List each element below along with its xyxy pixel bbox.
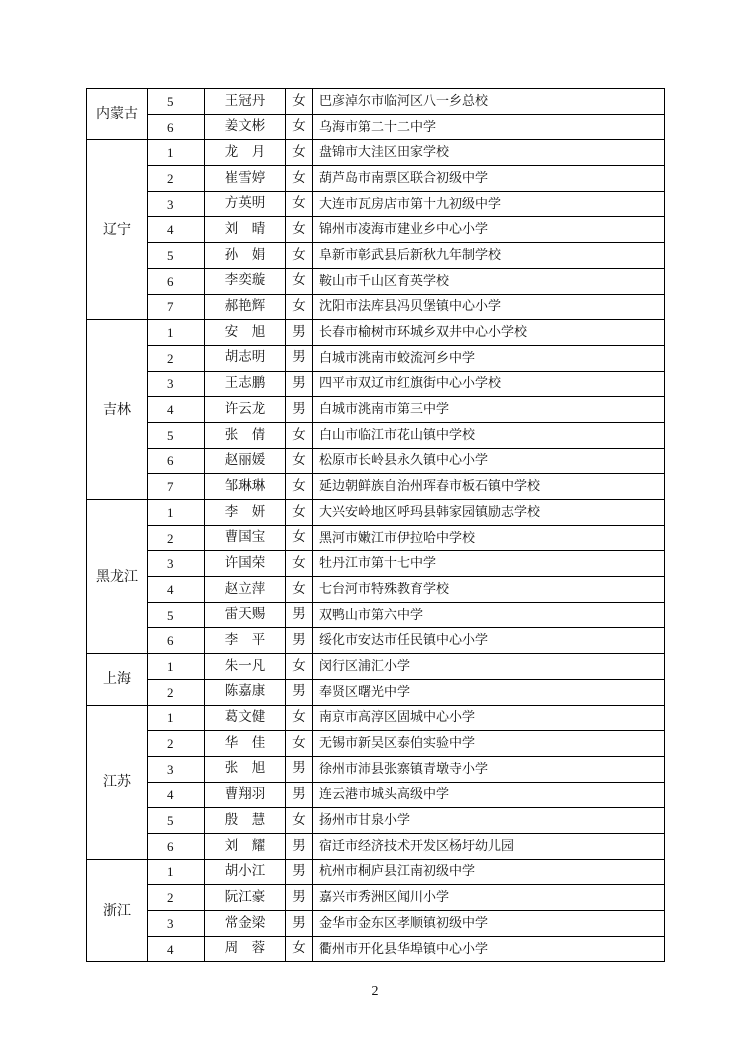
gender-cell: 女: [286, 166, 313, 192]
number-cell: 3: [148, 756, 205, 782]
school-cell: 乌海市第二十二中学: [313, 114, 665, 140]
school-cell: 巴彦淖尔市临河区八一乡总校: [313, 89, 665, 115]
number-cell: 4: [148, 782, 205, 808]
gender-cell: 男: [286, 859, 313, 885]
teacher-roster-table: [86, 88, 665, 962]
name-cell: 刘 耀: [205, 833, 286, 859]
school-cell: 南京市高淳区固城中心小学: [313, 705, 665, 731]
school-cell: 奉贤区曙光中学: [313, 679, 665, 705]
gender-cell: 男: [286, 756, 313, 782]
gender-cell: 男: [286, 782, 313, 808]
gender-cell: 男: [286, 628, 313, 654]
table-row: [87, 166, 665, 192]
name-cell: 安 旭: [205, 320, 286, 346]
table-row: [87, 885, 665, 911]
table-row: [87, 500, 665, 526]
school-cell: 阜新市彰武县后新秋九年制学校: [313, 243, 665, 269]
province-cell: 内蒙古: [87, 89, 148, 140]
school-cell: 白城市洮南市蛟流河乡中学: [313, 345, 665, 371]
number-cell: 4: [148, 577, 205, 603]
school-cell: 锦州市凌海市建业乡中心小学: [313, 217, 665, 243]
gender-cell: 男: [286, 911, 313, 937]
number-cell: 6: [148, 114, 205, 140]
gender-cell: 女: [286, 114, 313, 140]
table-row: [87, 89, 665, 115]
table-row: [87, 679, 665, 705]
name-cell: 郝艳辉: [205, 294, 286, 320]
province-cell: 黑龙江: [87, 500, 148, 654]
number-cell: 2: [148, 345, 205, 371]
table-row: [87, 551, 665, 577]
name-cell: 张 旭: [205, 756, 286, 782]
gender-cell: 女: [286, 191, 313, 217]
gender-cell: 男: [286, 885, 313, 911]
school-cell: 四平市双辽市红旗街中心小学校: [313, 371, 665, 397]
school-cell: 鞍山市千山区育英学校: [313, 268, 665, 294]
province-cell: 上海: [87, 654, 148, 705]
gender-cell: 女: [286, 140, 313, 166]
table-row: [87, 474, 665, 500]
number-cell: 5: [148, 243, 205, 269]
gender-cell: 女: [286, 243, 313, 269]
name-cell: 胡小江: [205, 859, 286, 885]
name-cell: 雷天赐: [205, 602, 286, 628]
table-row: [87, 577, 665, 603]
school-cell: 衢州市开化县华埠镇中心小学: [313, 936, 665, 962]
number-cell: 7: [148, 474, 205, 500]
gender-cell: 男: [286, 602, 313, 628]
name-cell: 阮江豪: [205, 885, 286, 911]
school-cell: 长春市榆树市环城乡双井中心小学校: [313, 320, 665, 346]
name-cell: 许国荣: [205, 551, 286, 577]
number-cell: 7: [148, 294, 205, 320]
name-cell: 胡志明: [205, 345, 286, 371]
number-cell: 5: [148, 422, 205, 448]
school-cell: 七台河市特殊教育学校: [313, 577, 665, 603]
table-row: [87, 911, 665, 937]
table-row: [87, 268, 665, 294]
school-cell: 杭州市桐庐县江南初级中学: [313, 859, 665, 885]
table-row: [87, 936, 665, 962]
school-cell: 闵行区浦汇小学: [313, 654, 665, 680]
gender-cell: 女: [286, 474, 313, 500]
number-cell: 2: [148, 885, 205, 911]
gender-cell: 女: [286, 731, 313, 757]
province-cell: 浙江: [87, 859, 148, 962]
name-cell: 王冠丹: [205, 89, 286, 115]
gender-cell: 男: [286, 833, 313, 859]
number-cell: 2: [148, 679, 205, 705]
name-cell: 张 倩: [205, 422, 286, 448]
number-cell: 1: [148, 320, 205, 346]
name-cell: 陈嘉康: [205, 679, 286, 705]
gender-cell: 男: [286, 371, 313, 397]
name-cell: 朱一凡: [205, 654, 286, 680]
gender-cell: 女: [286, 525, 313, 551]
gender-cell: 女: [286, 89, 313, 115]
number-cell: 1: [148, 140, 205, 166]
gender-cell: 女: [286, 705, 313, 731]
table-row: [87, 731, 665, 757]
table-row: [87, 294, 665, 320]
number-cell: 3: [148, 191, 205, 217]
table-row: [87, 833, 665, 859]
school-cell: 宿迁市经济技术开发区杨圩幼儿园: [313, 833, 665, 859]
gender-cell: 女: [286, 500, 313, 526]
name-cell: 许云龙: [205, 397, 286, 423]
gender-cell: 女: [286, 217, 313, 243]
school-cell: 徐州市沛县张寨镇青墩寺小学: [313, 756, 665, 782]
gender-cell: 女: [286, 422, 313, 448]
table-row: [87, 808, 665, 834]
number-cell: 6: [148, 833, 205, 859]
name-cell: 邹琳琳: [205, 474, 286, 500]
number-cell: 6: [148, 628, 205, 654]
school-cell: 绥化市安达市任民镇中心小学: [313, 628, 665, 654]
gender-cell: 男: [286, 397, 313, 423]
table-row: [87, 191, 665, 217]
table-row: [87, 628, 665, 654]
number-cell: 5: [148, 808, 205, 834]
school-cell: 白山市临江市花山镇中学校: [313, 422, 665, 448]
name-cell: 曹翔羽: [205, 782, 286, 808]
table-row: [87, 654, 665, 680]
name-cell: 姜文彬: [205, 114, 286, 140]
province-cell: 辽宁: [87, 140, 148, 320]
name-cell: 华 佳: [205, 731, 286, 757]
province-cell: 吉林: [87, 320, 148, 500]
table-row: [87, 140, 665, 166]
name-cell: 李奕璇: [205, 268, 286, 294]
number-cell: 3: [148, 551, 205, 577]
school-cell: 牡丹江市第十七中学: [313, 551, 665, 577]
name-cell: 葛文健: [205, 705, 286, 731]
table-row: [87, 345, 665, 371]
number-cell: 3: [148, 911, 205, 937]
table-row: [87, 422, 665, 448]
school-cell: 连云港市城头高级中学: [313, 782, 665, 808]
school-cell: 大兴安岭地区呼玛县韩家园镇励志学校: [313, 500, 665, 526]
name-cell: 常金梁: [205, 911, 286, 937]
school-cell: 双鸭山市第六中学: [313, 602, 665, 628]
gender-cell: 女: [286, 936, 313, 962]
number-cell: 1: [148, 859, 205, 885]
number-cell: 5: [148, 602, 205, 628]
table-row: [87, 602, 665, 628]
table-row: [87, 114, 665, 140]
number-cell: 6: [148, 448, 205, 474]
name-cell: 赵立萍: [205, 577, 286, 603]
school-cell: 松原市长岭县永久镇中心小学: [313, 448, 665, 474]
name-cell: 崔雪婷: [205, 166, 286, 192]
school-cell: 沈阳市法库县冯贝堡镇中心小学: [313, 294, 665, 320]
name-cell: 孙 娟: [205, 243, 286, 269]
school-cell: 盘锦市大洼区田家学校: [313, 140, 665, 166]
school-cell: 嘉兴市秀洲区闻川小学: [313, 885, 665, 911]
table-row: [87, 397, 665, 423]
school-cell: 大连市瓦房店市第十九初级中学: [313, 191, 665, 217]
school-cell: 扬州市甘泉小学: [313, 808, 665, 834]
gender-cell: 女: [286, 268, 313, 294]
name-cell: 王志鹏: [205, 371, 286, 397]
gender-cell: 女: [286, 294, 313, 320]
name-cell: 曹国宝: [205, 525, 286, 551]
gender-cell: 女: [286, 551, 313, 577]
school-cell: 葫芦岛市南票区联合初级中学: [313, 166, 665, 192]
number-cell: 4: [148, 217, 205, 243]
table-row: [87, 243, 665, 269]
number-cell: 4: [148, 397, 205, 423]
number-cell: 1: [148, 705, 205, 731]
table-row: [87, 705, 665, 731]
table-row: [87, 320, 665, 346]
table-row: [87, 525, 665, 551]
school-cell: 白城市洮南市第三中学: [313, 397, 665, 423]
name-cell: 赵丽媛: [205, 448, 286, 474]
gender-cell: 男: [286, 320, 313, 346]
number-cell: 5: [148, 89, 205, 115]
name-cell: 龙 月: [205, 140, 286, 166]
gender-cell: 女: [286, 448, 313, 474]
number-cell: 1: [148, 654, 205, 680]
number-cell: 3: [148, 371, 205, 397]
number-cell: 2: [148, 731, 205, 757]
table-row: [87, 859, 665, 885]
gender-cell: 女: [286, 808, 313, 834]
number-cell: 1: [148, 500, 205, 526]
name-cell: 李 妍: [205, 500, 286, 526]
gender-cell: 男: [286, 345, 313, 371]
school-cell: 无锡市新吴区泰伯实验中学: [313, 731, 665, 757]
school-cell: 延边朝鲜族自治州珲春市板石镇中学校: [313, 474, 665, 500]
gender-cell: 女: [286, 577, 313, 603]
name-cell: 周 蓉: [205, 936, 286, 962]
gender-cell: 女: [286, 654, 313, 680]
school-cell: 黑河市嫩江市伊拉哈中学校: [313, 525, 665, 551]
document-page: [86, 88, 665, 962]
number-cell: 6: [148, 268, 205, 294]
name-cell: 方英明: [205, 191, 286, 217]
table-row: [87, 217, 665, 243]
number-cell: 2: [148, 525, 205, 551]
school-cell: 金华市金东区孝顺镇初级中学: [313, 911, 665, 937]
name-cell: 刘 晴: [205, 217, 286, 243]
name-cell: 殷 慧: [205, 808, 286, 834]
page-number: 2: [371, 984, 379, 999]
number-cell: 2: [148, 166, 205, 192]
table-row: [87, 782, 665, 808]
province-cell: 江苏: [87, 705, 148, 859]
table-row: [87, 448, 665, 474]
table-row: [87, 371, 665, 397]
table-row: [87, 756, 665, 782]
name-cell: 李 平: [205, 628, 286, 654]
gender-cell: 男: [286, 679, 313, 705]
number-cell: 4: [148, 936, 205, 962]
